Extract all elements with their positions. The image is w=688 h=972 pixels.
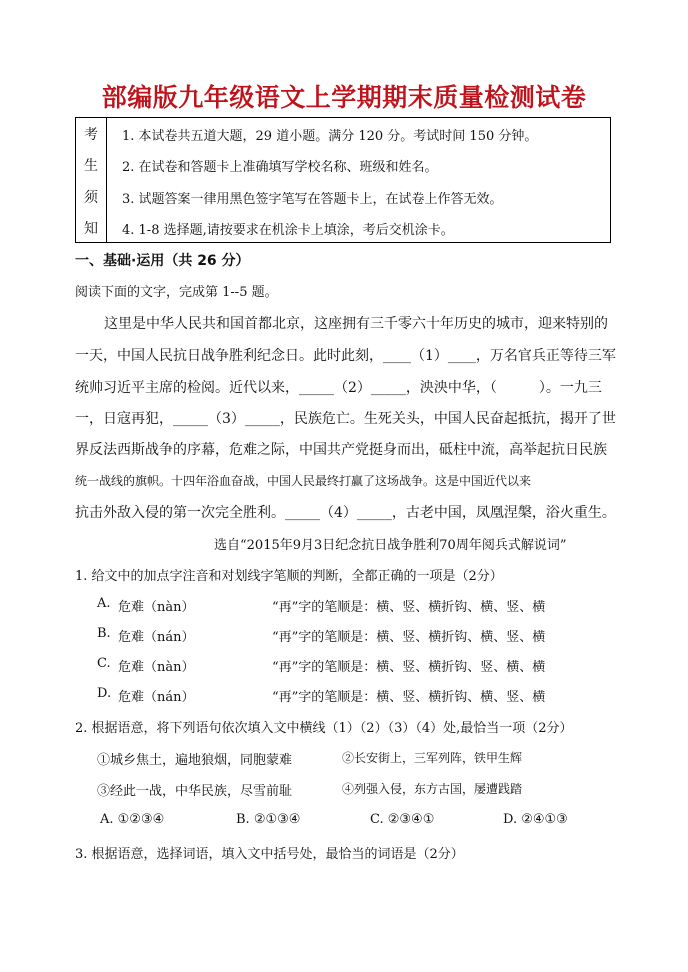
passage-line: 抗击外敌入侵的第一次完全胜利。_____（4）_____，古老中国，凤凰涅槃，浴火重生。 [75,505,616,521]
question-2-stem: 2. 根据语意，将下列语句依次填入文中横线（1）（2）（3）（4）处,最恰当一项（2分） [75,721,573,736]
notice-box [75,117,611,243]
q1-option-stroke: “再”字的笔顺是：横、竖、横折钩、竖、横、横 [272,660,546,675]
q2-choice: B. ②①③④ [236,812,301,827]
q2-choice: D. ②④①③ [503,812,568,827]
q1-option-stroke: “再”字的笔顺是：横、竖、横折钩、横、竖、横 [272,600,546,615]
notice-item: 2. 在试卷和答题卡上准确填写学校名称、班级和姓名。 [122,160,438,175]
q1-option-letter: B. [97,626,111,641]
q1-option-word: 危难（nán） [118,690,195,705]
q2-choice: A. ①②③④ [100,812,165,827]
notice-item: 1. 本试卷共五道大题，29 道小题。满分 120 分。考试时间 150 分钟。 [122,129,538,144]
passage-line: 一天，中国人民抗日战争胜利纪念日。此时此刻，____（1）____，万名官兵正等待三军 [75,348,616,364]
q1-option-letter: D. [97,686,112,701]
section-heading: 一、基础·运用（共 26 分） [75,253,250,269]
q2-sentence: ③经此一战，中华民族，尽雪前耻 [97,784,293,799]
q1-option-letter: A. [97,596,111,611]
q2-sentence: ①城乡焦土，遍地狼烟，同胞蒙难 [97,753,293,768]
notice-label-char: 考 [84,127,98,143]
passage-line: 统一战线的旗帜。十四年浴血奋战，中国人民最终打赢了这场战争。这是中国近代以来 [75,474,532,488]
q2-sentence: ②长安街上，三军列阵，铁甲生辉 [342,751,523,765]
passage-line: 界反法西斯战争的序幕，危难之际，中国共产党挺身而出，砥柱中流，高举起抗日民族 [75,442,607,458]
notice-label-char: 须 [84,190,98,206]
notice-label [76,118,107,242]
question-1-stem: 1. 给文中的加点字注音和对划线字笔顺的判断，全都正确的一项是（2分） [75,569,503,584]
notice-label-char: 知 [84,221,98,237]
q1-option-word: 危难（nàn） [118,600,195,615]
q1-option-letter: C. [97,656,111,671]
notice-label-char: 生 [84,158,98,174]
q1-option-stroke: “再”字的笔顺是：横、竖、横折钩、横、竖、横 [272,630,546,645]
q1-option-word: 危难（nán） [118,630,195,645]
q1-option-stroke: “再”字的笔顺是：横、竖、横折钩、横、竖、横 [272,690,546,705]
passage-line: 统帅习近平主席的检阅。近代以来，_____（2）_____，泱泱中华，（ ）。一九三 [75,380,602,396]
instruction: 阅读下面的文字，完成第 1--5 题。 [75,285,278,300]
passage-line: 这里是中华人民共和国首都北京，这座拥有三千零六十年历史的城市，迎来特别的 [104,316,608,332]
q2-sentence: ④列强入侵，东方古国，屡遭践踏 [342,782,523,796]
notice-item: 4. 1-8 选择题,请按要求在机涂卡上填涂，考后交机涂卡。 [122,223,454,238]
passage-source: 选自“2015年9月3日纪念抗日战争胜利70周年阅兵式解说词” [214,538,567,553]
page-title: 部编版九年级语文上学期期末质量检测试卷 [101,83,587,112]
notice-item: 3. 试题答案一律用黑色签字笔写在答题卡上，在试卷上作答无效。 [122,192,503,207]
q1-option-word: 危难（nàn） [118,660,195,675]
q2-choice: C. ②③④① [370,812,435,827]
question-3-stem: 3. 根据语意，选择词语，填入文中括号处，最恰当的词语是（2分） [75,847,464,862]
passage-line: 一，日寇再犯，_____（3）_____，民族危亡。生死关头，中国人民奋起抵抗，揭开了世 [75,411,616,427]
